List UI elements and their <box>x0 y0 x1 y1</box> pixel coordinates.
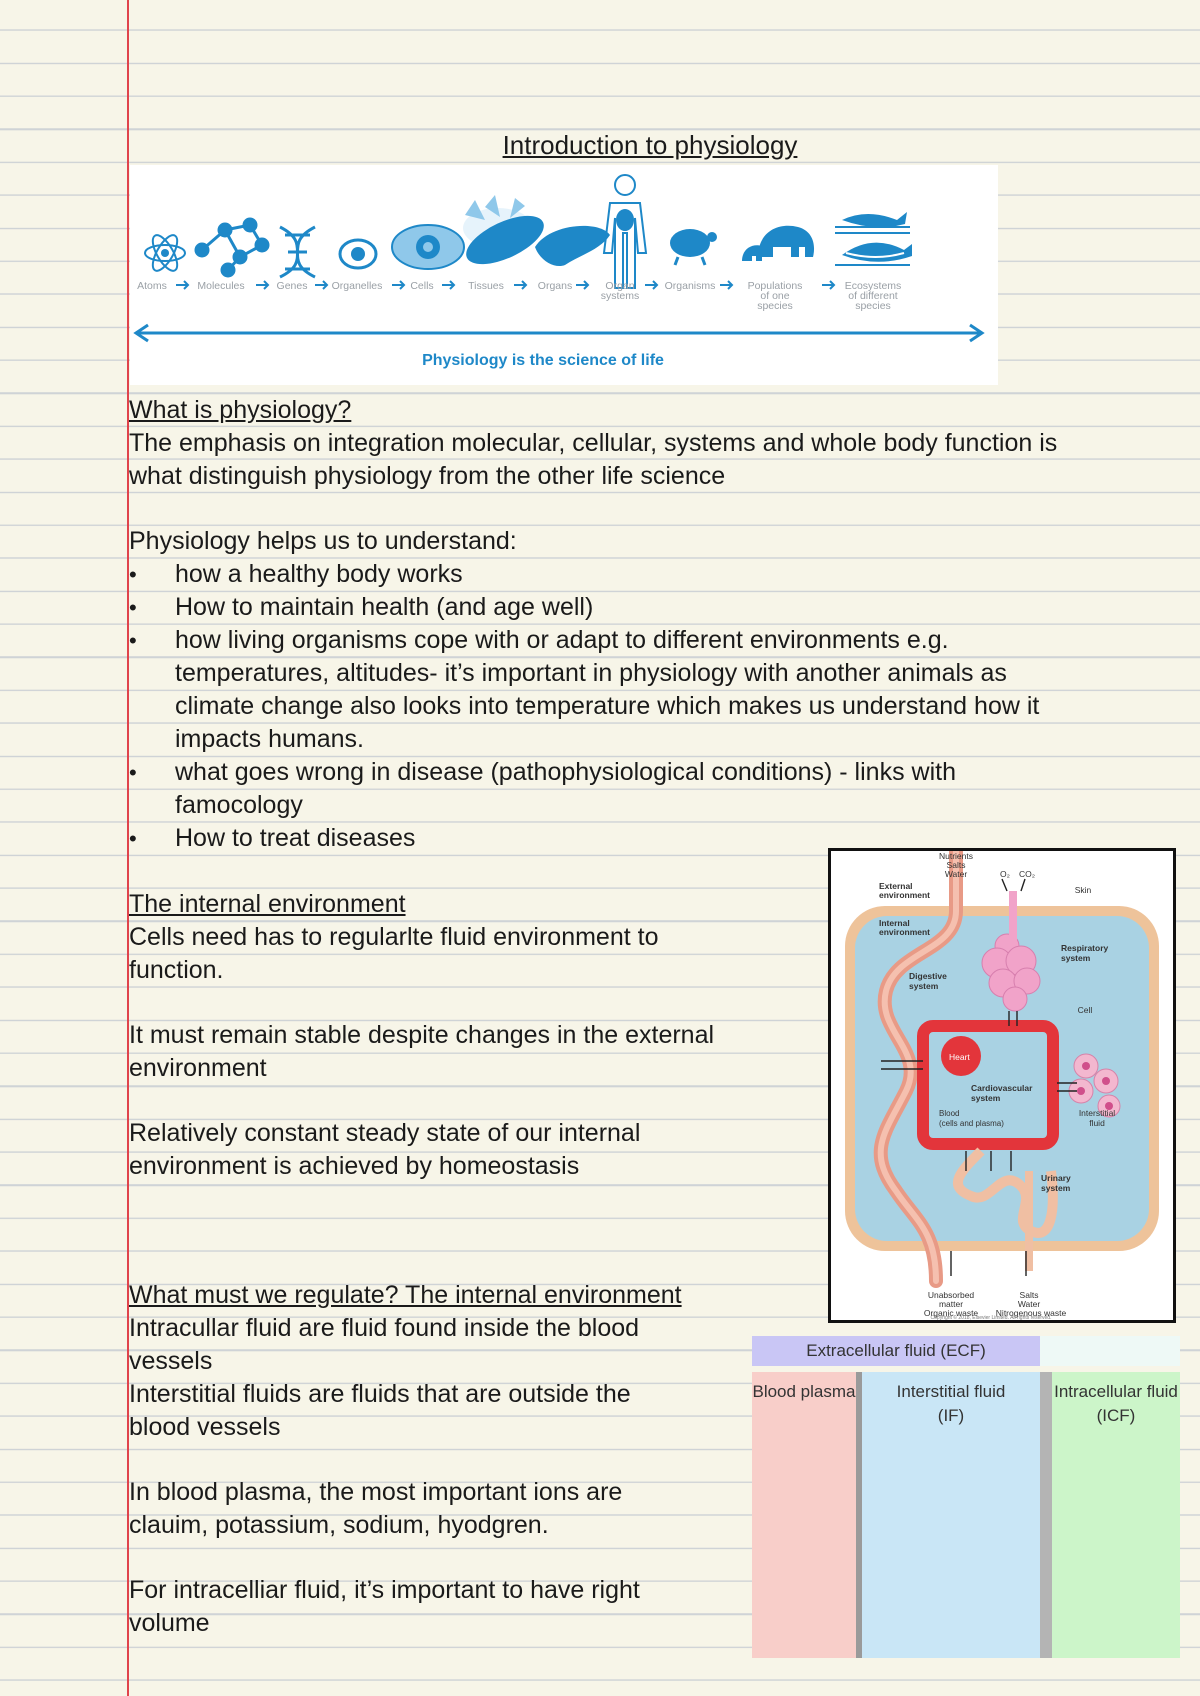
level-label: Cells <box>410 280 434 292</box>
interstitial-fluid-compartment <box>862 1372 1040 1658</box>
paragraph-line: environment <box>129 1054 267 1082</box>
section-heading-regulate: What must we regulate? The internal environment <box>129 1281 682 1309</box>
diagram-label: Water <box>944 869 968 879</box>
diagram-label: External <box>879 881 913 891</box>
compartment-label: Blood plasma <box>752 1382 856 1401</box>
diagram-label: Salts <box>946 860 966 870</box>
cell-membrane <box>1040 1372 1052 1658</box>
diagram-label: Water <box>1017 1299 1041 1309</box>
diagram-label: Nitrogenous waste <box>995 1308 1067 1318</box>
dna-icon <box>280 227 315 277</box>
diagram-label: Blood <box>939 1109 960 1118</box>
diagram-label: Nutrients <box>938 851 974 861</box>
level-label: Organelles <box>331 280 383 292</box>
paragraph-line: Cells need has to regularlte fluid environment to <box>129 923 659 951</box>
level-label: Atoms <box>137 280 167 292</box>
diagram-label: Cardiovascular <box>971 1083 1033 1093</box>
human-figure-icon <box>604 175 646 288</box>
paragraph-line: It must remain stable despite changes in the external <box>129 1021 715 1049</box>
bullet-marker: • <box>129 826 137 851</box>
level-label: Molecules <box>197 280 245 292</box>
paragraph-line: clauim, potassium, sodium, hyodgren. <box>129 1511 549 1539</box>
level-label: of different <box>848 290 898 302</box>
ecf-header-spacer <box>1040 1336 1180 1366</box>
level-label: Genes <box>276 280 308 292</box>
level-label: Organs <box>537 280 573 292</box>
bullet-item: How to treat diseases <box>175 824 416 852</box>
diagram-label: O₂ <box>1000 869 1010 879</box>
bullet-item-continuation: famocology <box>175 791 303 819</box>
compartment-label: (IF) <box>937 1406 965 1425</box>
diagram-label: Respiratory <box>1061 943 1109 953</box>
level-arrows <box>176 281 834 289</box>
bullet-item: How to maintain health (and age well) <box>175 593 594 621</box>
diagram-label: Unabsorbed <box>927 1290 975 1300</box>
helps-intro: Physiology helps us to understand: <box>129 527 517 555</box>
paragraph-line: For intracelliar fluid, it’s important to have right <box>129 1576 640 1604</box>
diagram-label: Heart <box>949 1052 970 1062</box>
diagram-label: system <box>971 1093 1001 1103</box>
compartment-label: Intracellular fluid <box>1054 1382 1178 1401</box>
paragraph-line: what distinguish physiology from the other life science <box>129 462 726 490</box>
diagram-label: Urinary <box>1041 1173 1071 1183</box>
diagram-label: Salts <box>1019 1290 1039 1300</box>
intracellular-fluid-compartment <box>1052 1372 1180 1658</box>
diagram-label: Skin <box>1074 885 1092 895</box>
paragraph-line: The emphasis on integration molecular, cellular, systems and whole body function is <box>129 429 1058 457</box>
bullet-marker: • <box>129 562 137 587</box>
level-label: Ecosystems <box>844 280 902 292</box>
paragraph-line: Interstitial fluids are fluids that are outside the <box>129 1380 631 1408</box>
level-label: Organisms <box>664 280 716 292</box>
ecf-header: Extracellular fluid (ECF) <box>752 1336 1040 1366</box>
diagram-label: matter <box>938 1299 964 1309</box>
bullet-marker: • <box>129 760 137 785</box>
bullet-item: how living organisms cope with or adapt to different environments e.g. <box>175 626 949 654</box>
paragraph-line: blood vessels <box>129 1413 281 1441</box>
blood-plasma-compartment <box>752 1372 856 1658</box>
organelle-icon <box>340 240 376 268</box>
ecosystem-icon <box>835 212 912 265</box>
liver-icon <box>535 226 610 266</box>
bullet-marker: • <box>129 628 137 653</box>
level-label: systems <box>600 290 640 302</box>
molecule-icon <box>196 219 268 276</box>
compartment-label: (ICF) <box>1096 1406 1136 1425</box>
bullet-item-continuation: temperatures, altitudes- it’s important in physiology with another animals as <box>175 659 1007 687</box>
paragraph-line: In blood plasma, the most important ions are <box>129 1478 623 1506</box>
level-label: Tissues <box>468 280 504 292</box>
diagram-label: Internal <box>879 918 910 928</box>
bullet-marker: • <box>129 595 137 620</box>
page-title: Introduction to physiology <box>502 130 798 160</box>
diagram-label: system <box>909 981 939 991</box>
section-heading-internal-environment: The internal environment <box>129 890 406 918</box>
level-label: species <box>757 300 793 312</box>
paragraph-line: vessels <box>129 1347 213 1375</box>
figure-caption: Physiology is the science of life <box>422 352 664 369</box>
diagram-label: Digestive <box>909 971 947 981</box>
bullet-item-continuation: impacts humans. <box>175 725 364 753</box>
copyright-text: Copyright © 2018, Elsevier Limited. All rights reserved. <box>930 1315 1052 1320</box>
diagram-label: Organic waste <box>923 1308 979 1318</box>
diagram-label: environment <box>879 927 931 937</box>
organization-levels-figure <box>130 165 998 385</box>
section-heading-what-is: What is physiology? <box>129 396 352 424</box>
paragraph-line: environment is achieved by homeostasis <box>129 1152 580 1180</box>
level-label: species <box>855 300 891 312</box>
diagram-label: fluid <box>1089 1118 1105 1128</box>
diagram-label: Interstitial <box>1078 1108 1116 1118</box>
internal-environment-diagram <box>828 848 1176 1323</box>
paragraph-line: volume <box>129 1609 210 1637</box>
diagram-label: system <box>1061 953 1091 963</box>
diagram-label: CO₂ <box>1018 869 1036 879</box>
level-label: Organ <box>605 280 635 292</box>
bullet-item-continuation: climate change also looks into temperature which makes us understand how it <box>175 692 1040 720</box>
bullet-item: how a healthy body works <box>175 560 463 588</box>
elephant-icon <box>742 226 814 261</box>
diagram-label: (cells and plasma) <box>939 1119 1004 1128</box>
double-arrow <box>136 325 982 341</box>
atom-icon <box>145 232 185 275</box>
diagram-label: system <box>1041 1183 1071 1193</box>
level-label: of one <box>760 290 790 302</box>
diagram-label: Cell <box>1077 1005 1093 1015</box>
bullet-item: what goes wrong in disease (pathophysiological conditions) - links with <box>175 758 956 786</box>
turtle-icon <box>670 229 717 265</box>
compartment-label: Interstitial fluid <box>896 1382 1006 1401</box>
diagram-label: environment <box>879 890 931 900</box>
paragraph-line: Relatively constant steady state of our internal <box>129 1119 641 1147</box>
cell-icon <box>392 225 464 269</box>
tissue-icon <box>459 195 550 274</box>
paragraph-line: function. <box>129 956 224 984</box>
paragraph-line: Intracullar fluid are fluid found inside the blood <box>129 1314 640 1342</box>
level-label: Populations <box>747 280 803 292</box>
